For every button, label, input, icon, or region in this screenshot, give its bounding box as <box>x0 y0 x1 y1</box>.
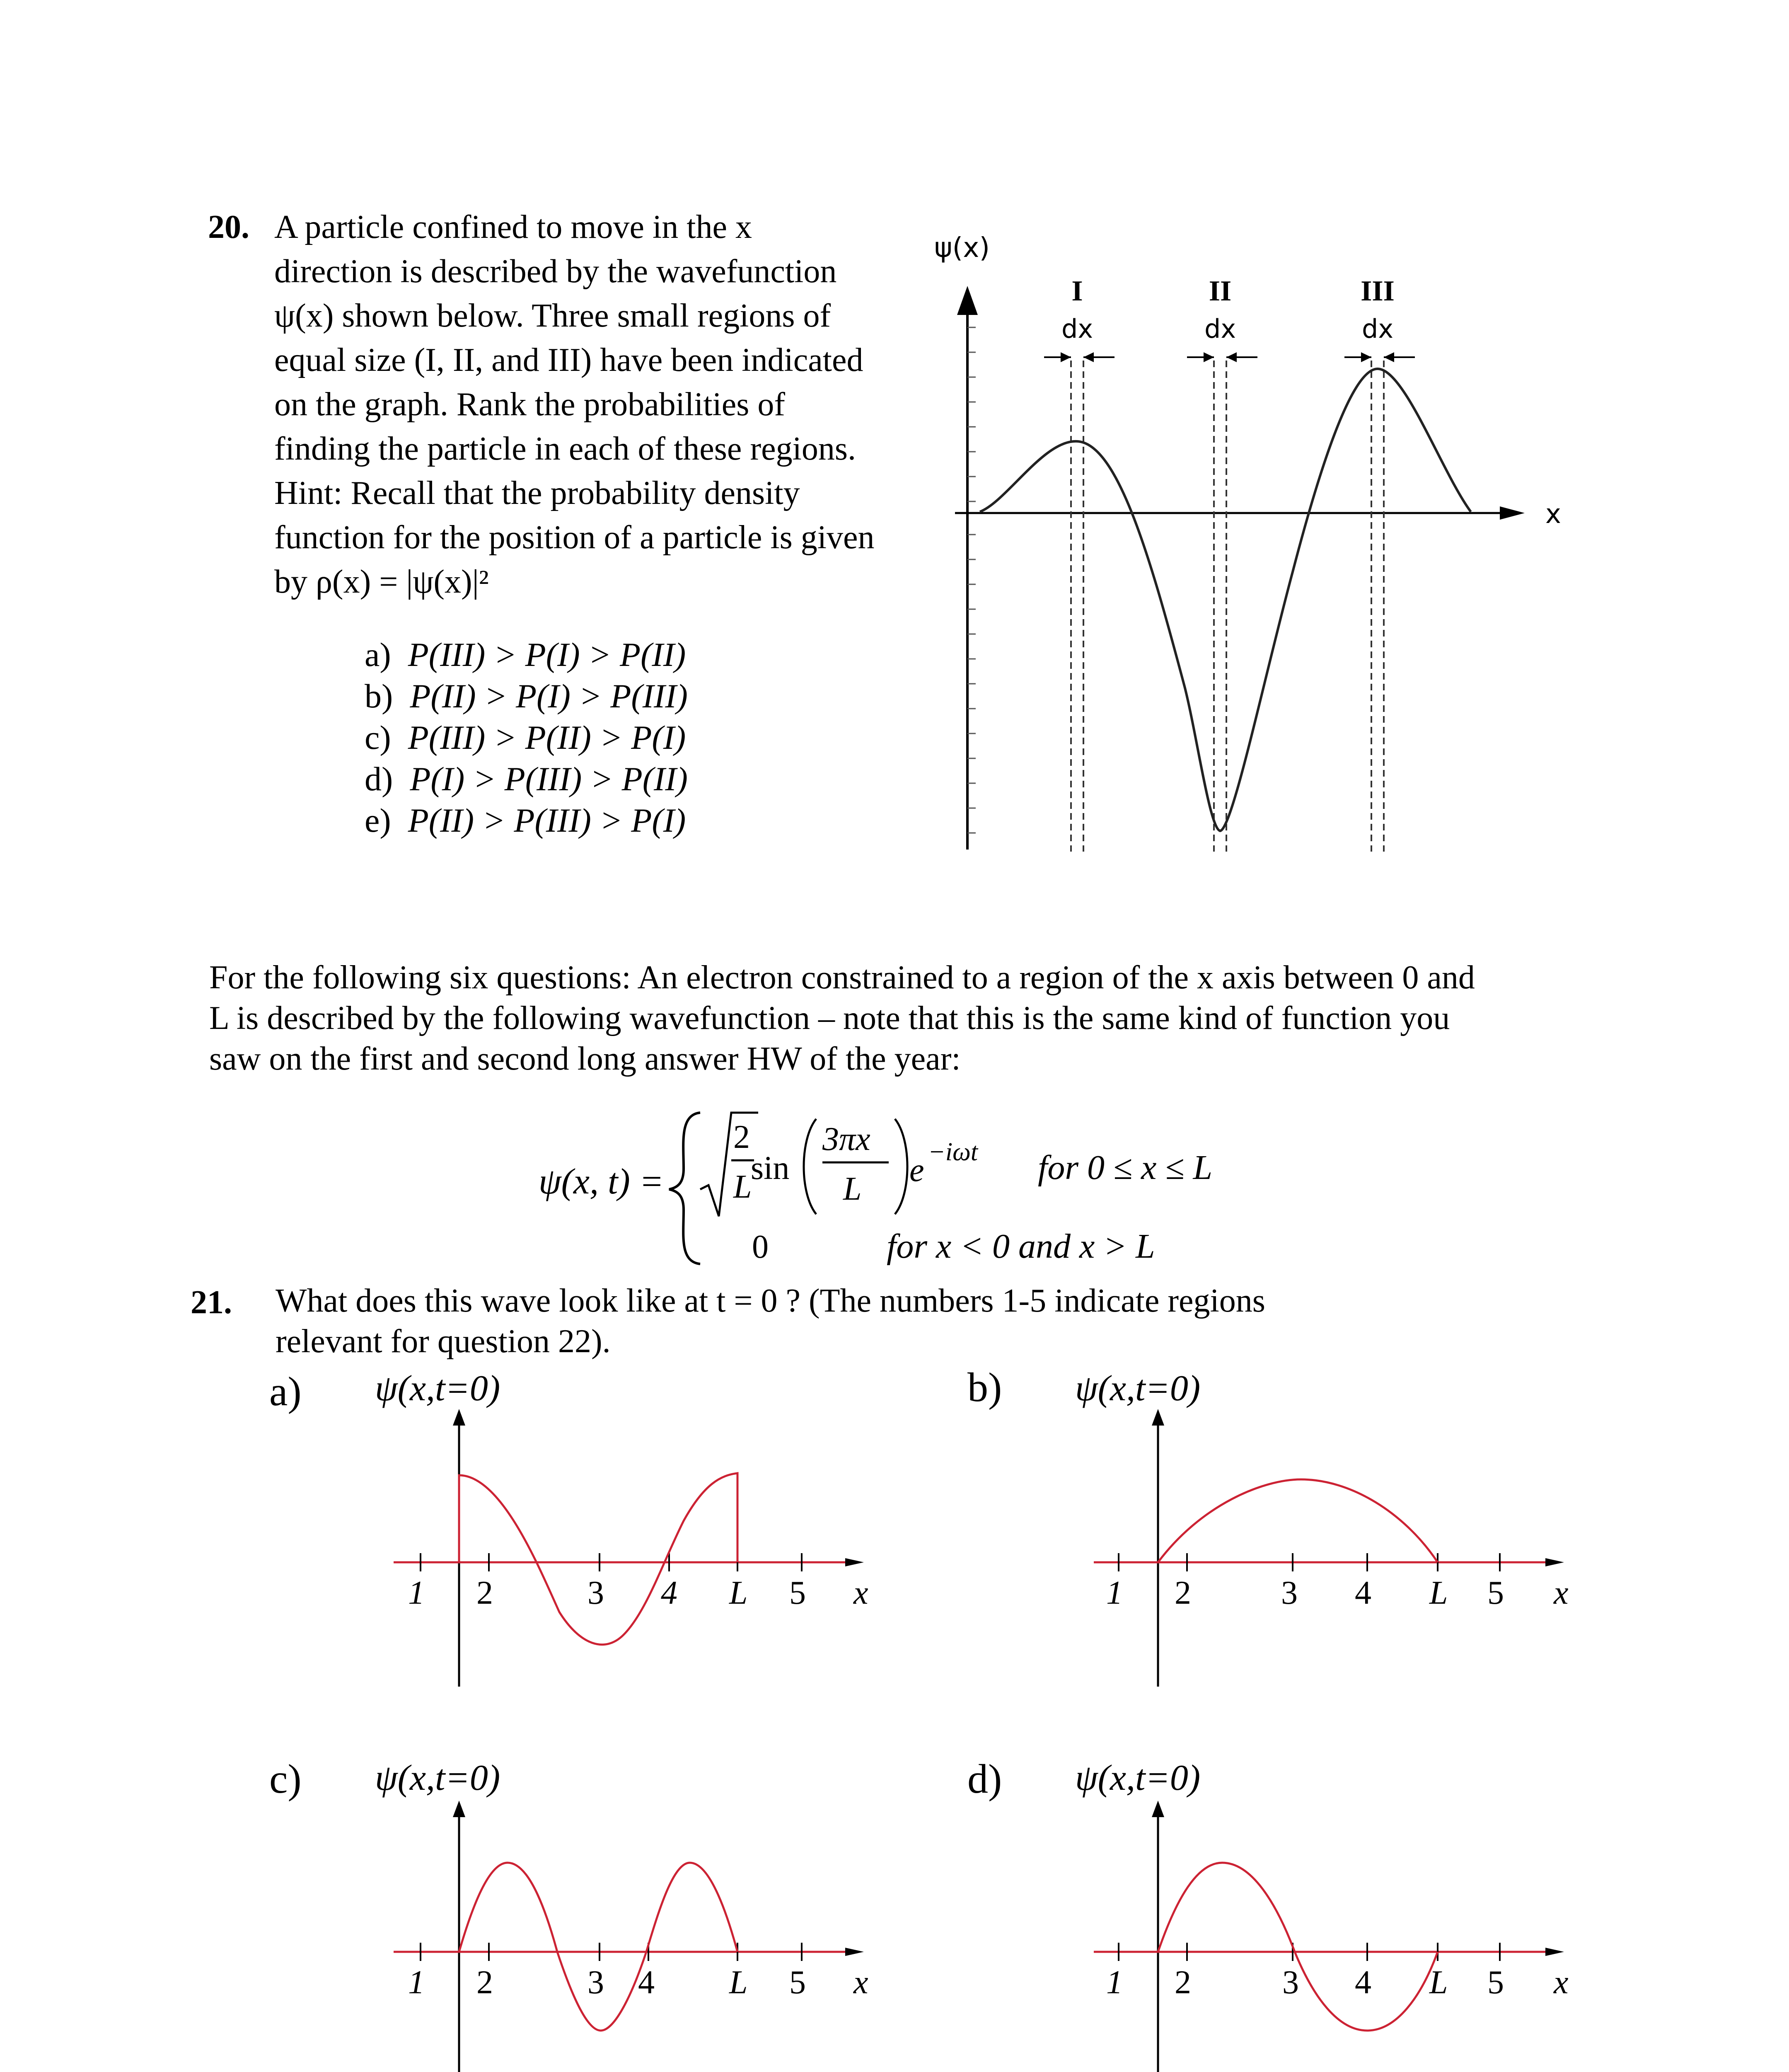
plot-d-curve <box>1158 1863 1438 2031</box>
option-letter: c) <box>365 719 391 756</box>
q20-line-6: finding the particle in each of these regions. <box>274 431 856 467</box>
q20-number: 20. <box>208 209 249 245</box>
q20-line-7: Hint: Recall that the probability density <box>274 475 800 511</box>
eq-frac-num: 3πx <box>822 1121 870 1157</box>
plot-d-tick-3: 3 <box>1282 1964 1299 2001</box>
q20-line-1: A particle confined to move in the x <box>274 209 752 245</box>
plot-a-ylabel: ψ(x,t=0) <box>375 1368 500 1409</box>
q20-line-4: equal size (I, II, and III) have been indicated <box>274 342 863 378</box>
plot-b-letter: b) <box>967 1364 1002 1410</box>
plot-a-tick-1: 1 <box>408 1575 425 1611</box>
option-text: P(I) > P(III) > P(II) <box>410 760 688 798</box>
plot-d-ylabel: ψ(x,t=0) <box>1075 1758 1201 1798</box>
q20-line-3: ψ(x) shown below. Three small regions of <box>274 298 831 334</box>
option-letter: e) <box>365 801 391 839</box>
q20-x-label: x <box>1545 499 1561 530</box>
plot-a-tick-3: 3 <box>587 1575 604 1611</box>
plot-d-tick-x: x <box>1554 1964 1569 2001</box>
plot-d-tick-4: 4 <box>1355 1964 1371 2001</box>
option-text: P(III) > P(II) > P(I) <box>408 719 686 756</box>
q20-line-8: function for the position of a particle is given <box>274 519 875 556</box>
eq-lhs: ψ(x, t) = <box>539 1162 664 1202</box>
plot-c-tick-4: 4 <box>638 1964 655 2001</box>
eq-sin: sin <box>751 1150 790 1186</box>
plot-c-letter: c) <box>269 1756 302 1802</box>
plot-d-tick-1: 1 <box>1106 1964 1123 2001</box>
q20-line-9: by ρ(x) = |ψ(x)|² <box>274 564 489 600</box>
plot-c-tick-2: 2 <box>476 1964 493 2001</box>
eq-exp-base: e <box>909 1152 924 1188</box>
eq-zero: 0 <box>752 1229 769 1265</box>
plot-d-tick-2: 2 <box>1175 1964 1191 2001</box>
eq-sqrt-num: 2 <box>733 1119 750 1155</box>
region-iii-dx: dx <box>1361 314 1394 344</box>
q20-line-5: on the graph. Rank the probabilities of <box>274 386 786 423</box>
plot-a-tick-4: 4 <box>661 1575 677 1611</box>
eq-sqrt-den: L <box>733 1169 752 1205</box>
q20-y-label: ψ(x) <box>934 232 990 264</box>
q21-number: 21. <box>191 1284 232 1321</box>
plot-b-tick-4: 4 <box>1355 1575 1371 1611</box>
plot-a-letter: a) <box>269 1368 302 1414</box>
option-letter: b) <box>365 677 393 715</box>
plot-b-tick-L: L <box>1429 1575 1448 1611</box>
q21-line-2: relevant for question 22). <box>276 1323 611 1360</box>
q20-line-2: direction is described by the wavefunction <box>274 253 837 290</box>
plot-d-y-arrow <box>1152 1801 1164 1817</box>
plot-c-tick-3: 3 <box>587 1964 604 2001</box>
option-text: P(III) > P(I) > P(II) <box>408 636 686 673</box>
q21-line-1: What does this wave look like at t = 0 ? (The numbers 1-5 indicate regions <box>276 1283 1265 1319</box>
plot-d-tick-5: 5 <box>1487 1964 1504 2001</box>
plot-c-tick-5: 5 <box>789 1964 806 2001</box>
eq-condition-2: for x < 0 and x > L <box>887 1227 1155 1266</box>
plot-b-tick-1: 1 <box>1106 1575 1123 1611</box>
plot-b-tick-5: 5 <box>1487 1575 1504 1611</box>
plot-a-tick-L: L <box>729 1575 748 1611</box>
eq-frac-den: L <box>843 1171 862 1207</box>
plot-b-tick-x: x <box>1554 1575 1569 1611</box>
option-text: P(II) > P(I) > P(III) <box>410 677 688 715</box>
intro-line-2: L is described by the following wavefunction – note that this is the same kind of function you <box>209 1000 1450 1036</box>
intro-line-3: saw on the first and second long answer HW of the year: <box>209 1041 961 1077</box>
plot-b-tick-2: 2 <box>1175 1575 1191 1611</box>
region-i-dx: dx <box>1061 314 1093 344</box>
eq-exp-sup: −iωt <box>928 1138 978 1166</box>
plot-d-letter: d) <box>967 1756 1002 1802</box>
plot-d-tick-L: L <box>1429 1964 1448 2001</box>
option-letter: a) <box>365 636 391 673</box>
plot-c-tick-L: L <box>729 1964 748 2001</box>
plot-a-tick-2: 2 <box>476 1575 493 1611</box>
option-letter: d) <box>365 760 393 798</box>
plot-d-x-arrow <box>1545 1948 1564 1956</box>
plot-b-ylabel: ψ(x,t=0) <box>1075 1368 1201 1409</box>
plot-b-tick-3: 3 <box>1281 1575 1298 1611</box>
plot-c-ylabel: ψ(x,t=0) <box>375 1758 500 1798</box>
region-ii-dx: dx <box>1204 314 1236 344</box>
plot-a-tick-5: 5 <box>789 1575 806 1611</box>
plot-c-tick-1: 1 <box>408 1964 425 2001</box>
option-text: P(II) > P(III) > P(I) <box>408 801 686 839</box>
region-i-label: I <box>1071 275 1083 307</box>
intro-line-1: For the following six questions: An electron constrained to a region of the x axis between 0 and <box>209 959 1475 996</box>
eq-condition-1: for 0 ≤ x ≤ L <box>1038 1148 1213 1187</box>
region-ii-label: II <box>1209 275 1232 307</box>
region-iii-label: III <box>1361 275 1395 307</box>
plot-c-tick-x: x <box>853 1964 868 2001</box>
plot-a-tick-x: x <box>853 1575 868 1611</box>
